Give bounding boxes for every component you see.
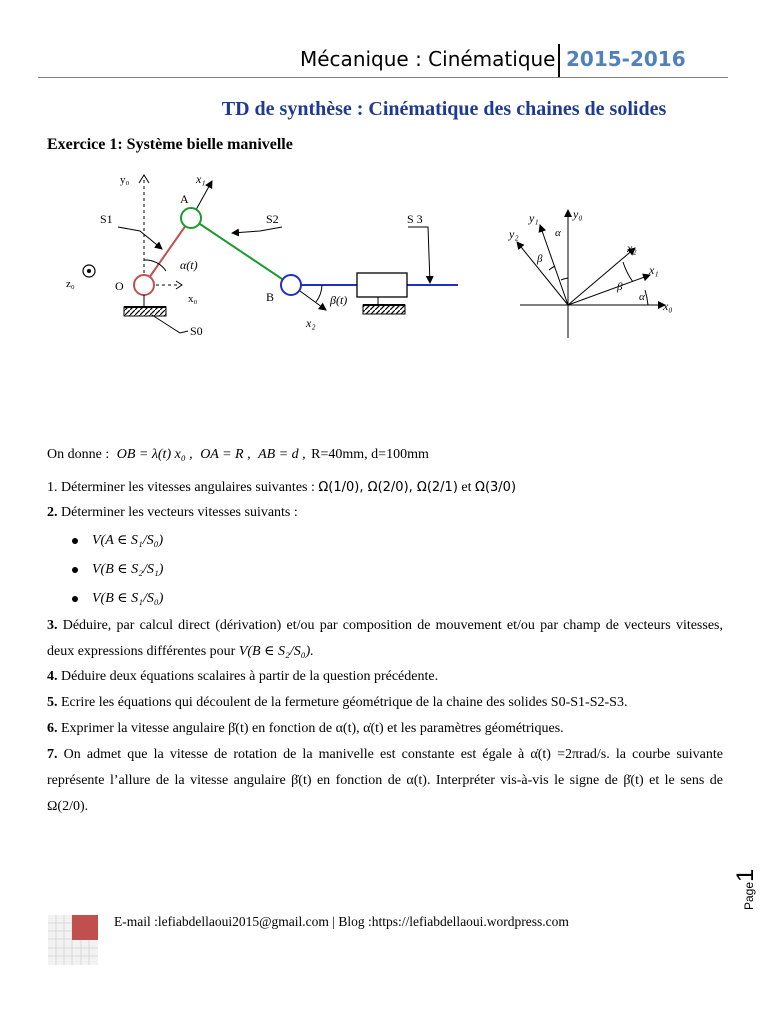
label-y0: y₀ bbox=[120, 174, 130, 186]
base-label-beta-right: β bbox=[617, 281, 623, 293]
base-label-y0: y₀ bbox=[573, 207, 583, 221]
ground-s0 bbox=[124, 307, 166, 316]
x2-vector bbox=[300, 291, 326, 310]
header-subject: Mécanique : Cinématique bbox=[300, 47, 556, 71]
base-y2-vector bbox=[517, 242, 568, 305]
label-S1: S1 bbox=[100, 212, 113, 226]
base-label-x0: x₀ bbox=[663, 299, 673, 313]
joint-a bbox=[181, 208, 201, 228]
base-diagram bbox=[505, 200, 685, 340]
label-A: A bbox=[180, 192, 189, 206]
logo-red-square bbox=[72, 915, 98, 940]
ground-slider bbox=[363, 305, 405, 314]
base-x2-vector bbox=[568, 248, 635, 305]
base-label-y1: y₁ bbox=[529, 211, 539, 225]
footer-contact: E-mail :lefiabdellaoui2015@gmail.com | Blog :https://lefiabdellaoui.wordpress.com bbox=[114, 914, 569, 929]
exercise-title: Exercice 1: Système bielle manivelle bbox=[47, 136, 293, 153]
base-label-beta-top: β bbox=[537, 253, 543, 265]
question-4: 4. Déduire deux équations scalaires à partir de la question précédente. bbox=[47, 669, 439, 684]
header-divider bbox=[558, 44, 560, 78]
label-O: O bbox=[115, 279, 124, 293]
joint-b bbox=[281, 275, 301, 295]
question-7: 7. On admet que la vitesse de rotation de la manivelle est constante est égale à α̇(t) =2πrad/s. la courbe suivante représente l’allure de la vitesse angulaire β̇(t) en fonction de α(t). Interpréter vis-à-vis le signe de β̇(t) et le sens de Ω(2/0). bbox=[47, 747, 724, 814]
slider-block bbox=[357, 273, 407, 297]
crank-s1 bbox=[144, 218, 191, 285]
bullet-3: V(B ∈ S₁/S₀) bbox=[72, 590, 163, 607]
joint-o bbox=[134, 275, 154, 295]
label-x0: x₀ bbox=[188, 293, 198, 305]
label-S0: S0 bbox=[190, 324, 203, 338]
page-title: TD de synthèse : Cinématique des chaines de solides bbox=[221, 98, 667, 120]
base-label-alpha-top: α bbox=[555, 227, 561, 239]
footer-logo bbox=[48, 915, 98, 965]
label-x2: x₂ bbox=[306, 316, 316, 330]
question-2: 2. Déterminer les vecteurs vitesses suivants : bbox=[47, 505, 298, 520]
question-1: 1. Déterminer les vitesses angulaires suivantes : Ω(1/0), Ω(2/0), Ω(2/1) et Ω(3/0) bbox=[47, 480, 517, 495]
label-B: B bbox=[266, 290, 275, 304]
bullet-2: V(B ∈ S₂/S₁) bbox=[72, 561, 163, 578]
header-rule bbox=[38, 77, 728, 78]
base-label-x1: x₁ bbox=[649, 263, 659, 277]
question-3: 3. Déduire, par calcul direct (dérivation) et/ou par composition de mouvement et/ou par champ de vecteurs vitesses, deux expressions différentes pour V(B ∈ S₂/S₀). bbox=[47, 618, 723, 659]
base-label-x2: x₂ bbox=[627, 241, 637, 255]
question-6: 6. Exprimer la vitesse angulaire β̇(t) en fonction de α(t), α̇(t) et les paramètres géométriques. bbox=[47, 721, 564, 736]
base-label-y2: y₂ bbox=[509, 227, 519, 241]
label-S3: S 3 bbox=[407, 212, 423, 226]
base-x1-vector bbox=[568, 275, 650, 305]
given-line: On donne : OB = λ(t) x₀ , OA = R , AB = d , R=40mm, d=100mm bbox=[47, 447, 429, 462]
bullet-1: V(A ∈ S₁/S₀) bbox=[72, 532, 163, 549]
label-alpha: α(t) bbox=[180, 258, 198, 272]
mechanism-diagram bbox=[60, 165, 470, 345]
label-beta: β(t) bbox=[330, 293, 348, 307]
base-y1-vector bbox=[540, 225, 568, 305]
label-S2: S2 bbox=[266, 212, 279, 226]
base-label-alpha-right: α bbox=[639, 291, 645, 303]
beta-arc bbox=[316, 285, 322, 302]
header-year: 2015-2016 bbox=[566, 47, 686, 71]
page-number: Page1 bbox=[732, 868, 759, 910]
question-5: 5. Ecrire les équations qui découlent de la fermeture géométrique de la chaine des solides S0-S1-S2-S3. bbox=[47, 695, 628, 710]
label-z0: z₀ bbox=[66, 278, 75, 290]
label-x1: x₁ bbox=[196, 172, 206, 186]
